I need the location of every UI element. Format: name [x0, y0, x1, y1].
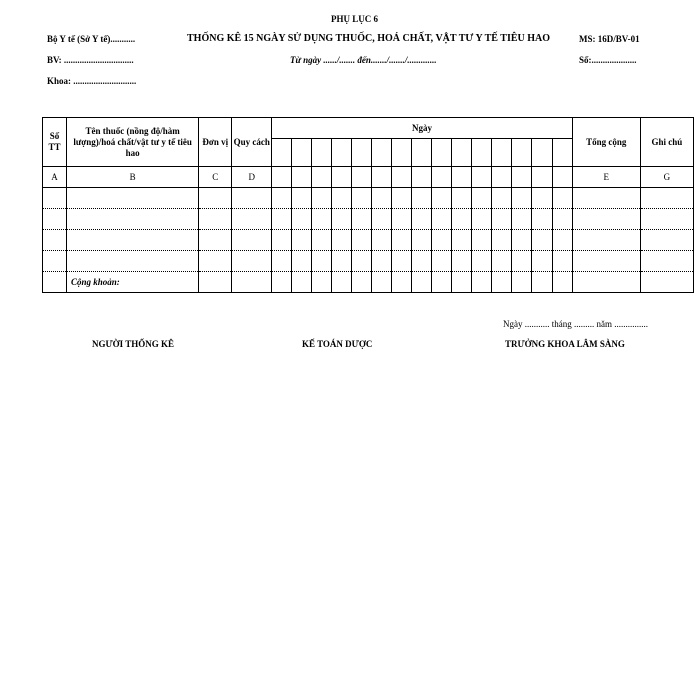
code-d: D [232, 167, 272, 188]
day-cell [392, 139, 412, 167]
column-code-row [43, 167, 694, 188]
appendix-label: PHỤ LỤC 6 [331, 14, 378, 24]
ministry-field: Bộ Y tế (Sở Y tế)........... [47, 34, 136, 44]
day-cell [372, 139, 392, 167]
day-cell [312, 139, 332, 167]
day-cell [412, 139, 432, 167]
table-row [43, 251, 694, 272]
number-field: Số:.................... [579, 55, 637, 65]
day-cell [272, 139, 292, 167]
header-item-name: Tên thuốc (nồng độ/hàm lượng)/hoá chất/vật tư y tế tiêu hao [67, 118, 199, 167]
hospital-field: BV: ............................... [47, 55, 134, 65]
day-cell [452, 139, 472, 167]
total-label: Cộng khoản: [67, 272, 199, 293]
day-cell [352, 139, 372, 167]
day-cell [552, 139, 572, 167]
header-spec: Quy cách [232, 118, 272, 167]
consumption-table [42, 117, 694, 293]
date-range-field: Từ ngày ....../....... đến......./......./............. [290, 55, 437, 65]
header-stt: Số TT [43, 118, 67, 167]
day-cell [432, 139, 452, 167]
day-cell [292, 139, 312, 167]
day-cell [532, 139, 552, 167]
table-row [43, 188, 694, 209]
code-c: C [199, 167, 232, 188]
code-b: B [67, 167, 199, 188]
day-cell [512, 139, 532, 167]
day-cell [472, 139, 492, 167]
total-row [43, 272, 694, 293]
code-e: E [572, 167, 640, 188]
form-code: MS: 16D/BV-01 [579, 34, 640, 44]
table-row [43, 230, 694, 251]
day-cell [332, 139, 352, 167]
code-g: G [640, 167, 693, 188]
form-title: THỐNG KÊ 15 NGÀY SỬ DỤNG THUỐC, HOÁ CHẤT, VẬT TƯ Y TẾ TIÊU HAO [187, 33, 551, 44]
department-field: Khoa: ............................ [47, 76, 137, 86]
table-row [43, 209, 694, 230]
header-unit: Đơn vị [199, 118, 232, 167]
header-days: Ngày [272, 118, 572, 139]
signer-department-head: TRƯỞNG KHOA LÂM SÀNG [505, 339, 625, 349]
signer-statistician: NGƯỜI THỐNG KÊ [92, 339, 175, 349]
header-note: Ghi chú [640, 118, 693, 167]
code-a: A [43, 167, 67, 188]
day-cell [492, 139, 512, 167]
signer-pharmacy-accountant: KẾ TOÁN DƯỢC [302, 339, 373, 349]
signature-date-line: Ngày ........... tháng ......... năm ............... [503, 319, 648, 329]
header-total: Tổng cộng [572, 118, 640, 167]
